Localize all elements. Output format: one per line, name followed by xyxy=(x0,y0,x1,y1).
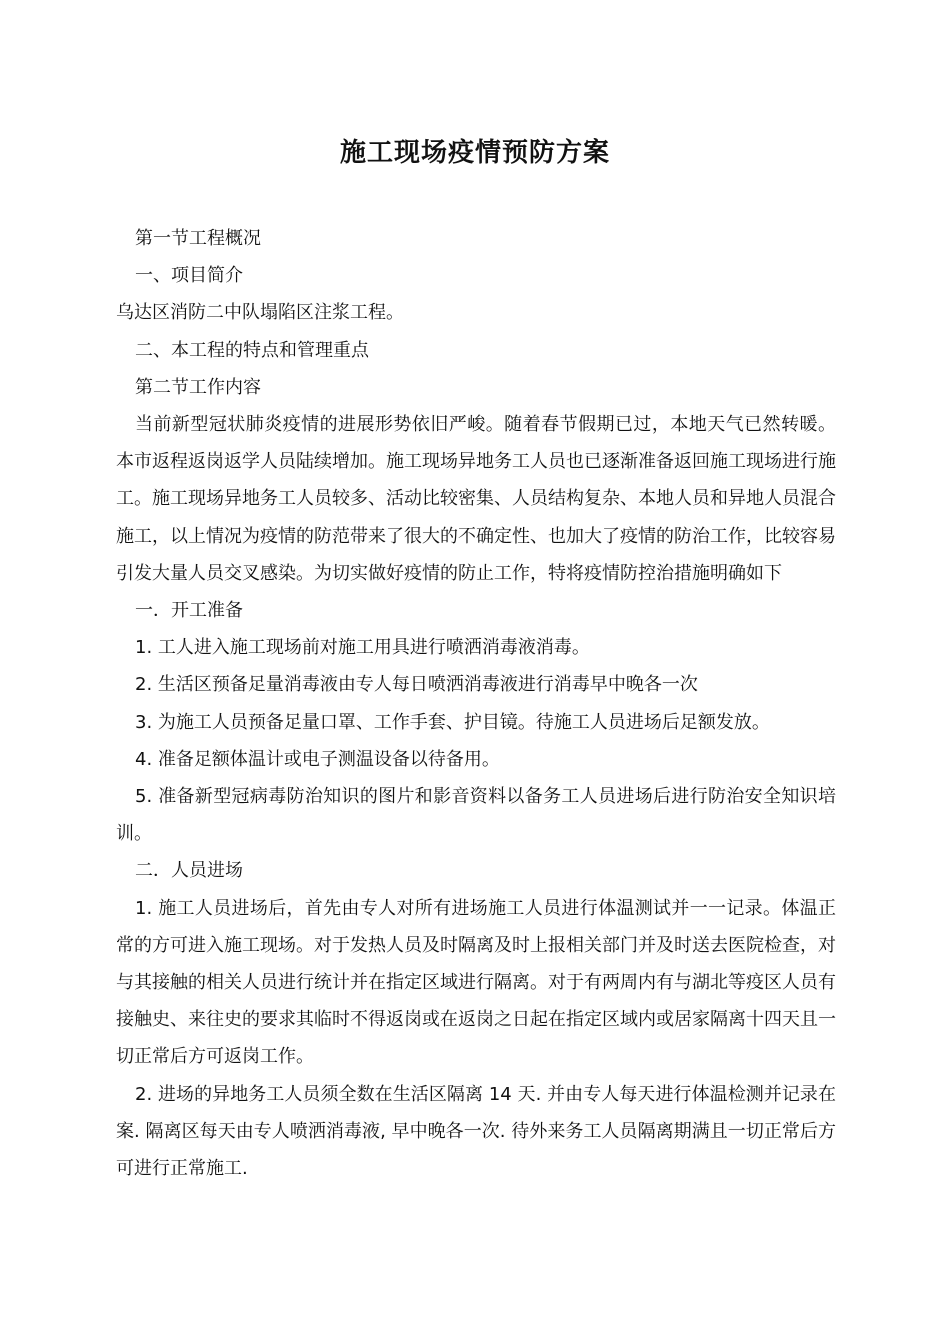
subheading-features: 二、本工程的特点和管理重点 xyxy=(135,339,369,361)
list-item-prep-3: 3. 为施工人员预备足量口罩、工作手套、护目镜。待施工人员进场后足额发放。 xyxy=(135,711,770,733)
document-title: 施工现场疫情预防方案 xyxy=(339,138,610,168)
section-heading-work-content: 第二节工作内容 xyxy=(135,376,261,398)
section-heading-overview: 第一节工程概况 xyxy=(135,228,261,249)
list-item-prep-2: 2. 生活区预备足量消毒液由专人每日喷洒消毒液进行消毒早中晚各一次 xyxy=(135,674,698,696)
subheading-personnel-entry: 二．人员进场 xyxy=(135,860,243,882)
list-item-entry-1: 1. 施工人员进场后，首先由专人对所有进场施工人员进行体温测试并一一记录。体温正常的方可进入施工现场。对于发热人员及时隔离及时上报相关部门并及时送去医院检查，对与其接触的相关人员进行统计并在指定区域进行隔离。对于有两周内有与湖北等疫区人员有接触史、来往史的要求其临时不得返岗或在返岗之日起在指定区域内或居家隔离十四天且一切正常后方可返岗工作。 xyxy=(116,897,836,1068)
list-item-entry-2: 2. 进场的异地务工人员须全数在生活区隔离 14 天. 并由专人每天进行体温检测并记录在案. 隔离区每天由专人喷洒消毒液, 早中晚各一次. 待外来务工人员隔离期满且一切正常后方可进行正常施工. xyxy=(116,1083,836,1180)
subheading-preparation: 一．开工准备 xyxy=(135,600,243,622)
paragraph-situation: 当前新型冠状肺炎疫情的进展形势依旧严峻。随着春节假期已过，本地天气已然转暖。本市返程返岗返学人员陆续增加。施工现场异地务工人员也已逐渐准备返回施工现场进行施工。施工现场异地务工人员较多、活动比较密集、人员结构复杂、本地人员和异地人员混合施工，以上情况为疫情的防范带来了很大的不确定性、也加大了疫情的防治工作，比较容易引发大量人员交叉感染。为切实做好疫情的防止工作，特将疫情防控治措施明确如下 xyxy=(116,414,836,584)
paragraph-project-name: 乌达区消防二中队塌陷区注浆工程。 xyxy=(116,302,404,324)
list-item-prep-5: 5. 准备新型冠病毒防治知识的图片和影音资料以备务工人员进场后进行防治安全知识培训。 xyxy=(116,786,836,845)
subheading-project-intro: 一、项目简介 xyxy=(135,265,243,287)
list-item-prep-4: 4. 准备足额体温计或电子测温设备以待备用。 xyxy=(135,748,500,770)
document-body xyxy=(116,220,836,1187)
list-item-prep-1: 1. 工人进入施工现场前对施工用具进行喷洒消毒液消毒。 xyxy=(135,637,590,659)
